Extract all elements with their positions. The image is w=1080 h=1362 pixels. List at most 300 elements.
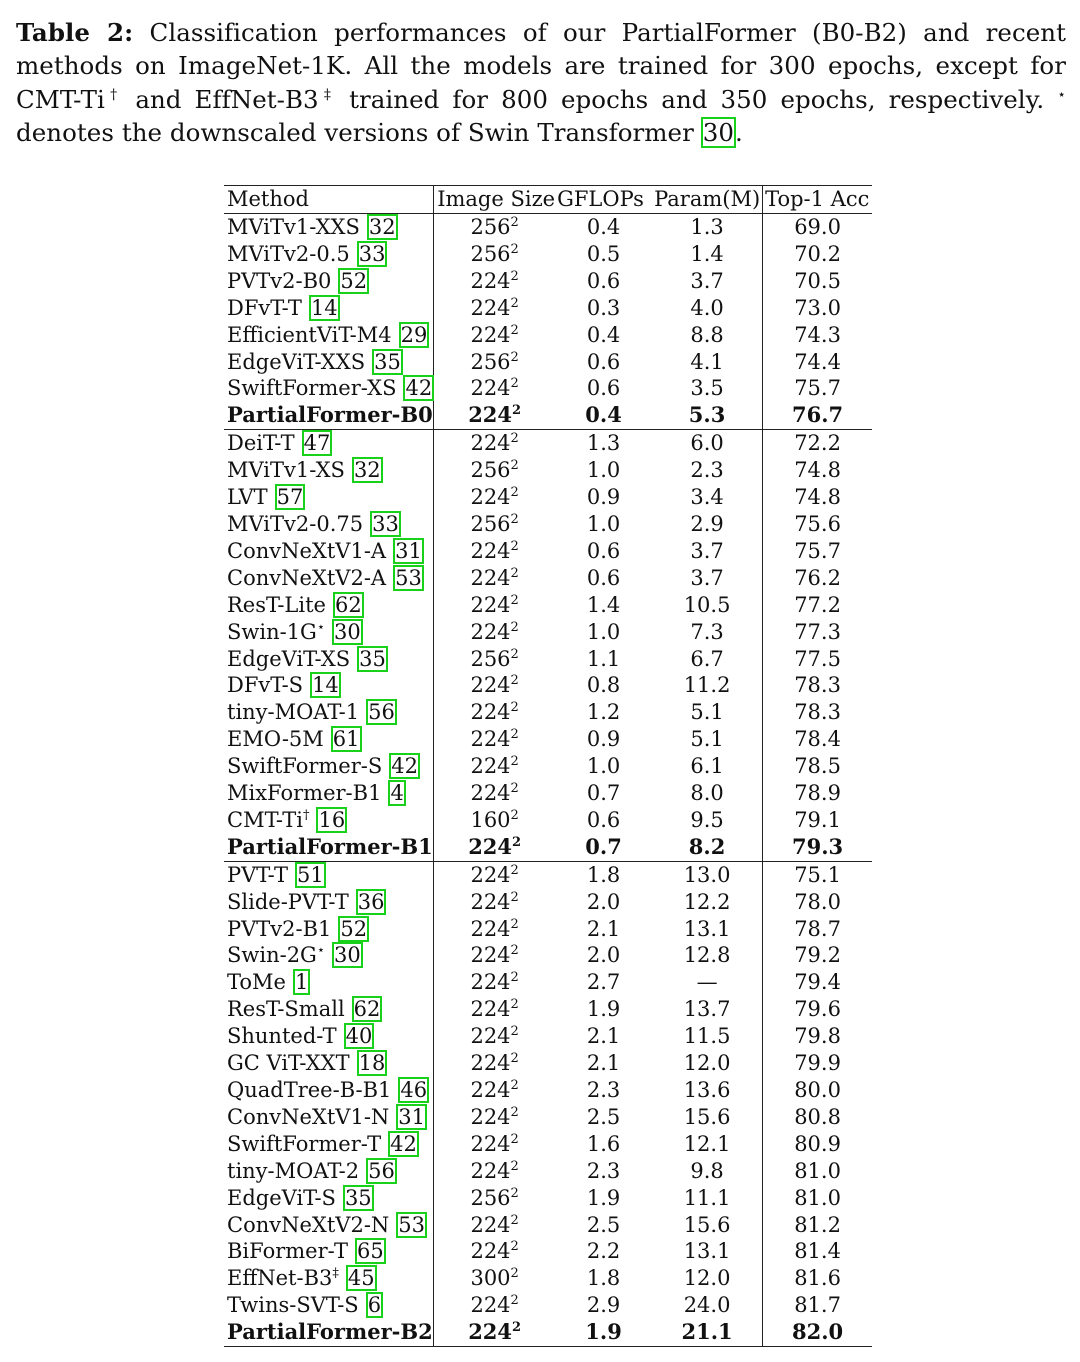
caption-text-2: and EffNet-B3 — [135, 84, 319, 114]
gflops-cell: 0.8 — [586, 673, 621, 698]
method-cell — [224, 861, 434, 888]
image-size-value: 224 — [470, 1024, 511, 1049]
image-size-cell — [434, 1077, 555, 1104]
top1-acc-cell: 75.6 — [794, 511, 841, 536]
image-size-exponent: 2 — [510, 1266, 519, 1282]
image-size-exponent: 2 — [510, 458, 519, 474]
citation-link[interactable]: 65 — [357, 1239, 384, 1264]
method-cell — [224, 457, 434, 484]
gflops-cell: 1.9 — [585, 1319, 622, 1345]
table-row — [224, 538, 872, 565]
image-size-exponent: 2 — [510, 889, 519, 905]
table-row — [224, 942, 872, 969]
image-size-exponent: 2 — [510, 862, 519, 878]
top1-acc-cell: 80.0 — [794, 1078, 841, 1102]
top1-acc-cell: 81.4 — [794, 1239, 841, 1264]
top1-acc-cell: 81.6 — [794, 1266, 841, 1291]
method-name: DeiT-T — [227, 431, 295, 456]
method-name: SwiftFormer-S — [227, 754, 383, 779]
citation-link[interactable]: 33 — [358, 241, 386, 266]
top1-acc-cell: 77.2 — [794, 592, 841, 617]
image-size-exponent: 2 — [510, 592, 519, 608]
image-size-exponent: 2 — [510, 1239, 519, 1255]
image-size-exponent: 2 — [510, 268, 519, 284]
param-cell: 15.6 — [652, 1212, 763, 1239]
image-size-cell — [434, 834, 555, 861]
image-size-value: 224 — [470, 700, 511, 725]
gflops-cell: 1.0 — [586, 619, 621, 644]
gflops-cell: 1.9 — [586, 1185, 621, 1210]
citation-link[interactable]: 40 — [345, 1024, 373, 1049]
table-row — [224, 1158, 872, 1185]
citation-link[interactable]: 53 — [398, 1212, 426, 1237]
method-cell — [224, 1131, 434, 1158]
method-cell — [224, 1292, 434, 1319]
image-size-cell — [434, 457, 555, 484]
gflops-cell: 2.9 — [586, 1293, 621, 1318]
image-size-exponent: 2 — [510, 781, 519, 797]
gflops-cell: 1.8 — [586, 1266, 621, 1291]
param-cell: 5.3 — [652, 402, 763, 429]
image-size-value: 224 — [470, 322, 511, 347]
results-table — [224, 185, 872, 1347]
citation-link[interactable]: 14 — [310, 295, 338, 320]
method-name: DFvT-S — [227, 673, 304, 698]
gflops-cell: 2.1 — [586, 1024, 621, 1049]
image-size-value: 224 — [470, 1158, 511, 1183]
gflops-cell: 0.6 — [586, 565, 621, 590]
gflops-cell: 2.0 — [586, 943, 621, 968]
top1-acc-cell: 79.4 — [794, 970, 841, 995]
table-header-row — [224, 186, 872, 214]
method-name: GC ViT-XXT — [227, 1051, 350, 1076]
image-size-value: 224 — [470, 592, 511, 617]
image-size-exponent: 2 — [510, 1212, 519, 1228]
top1-acc-cell: 79.6 — [794, 997, 841, 1022]
header-gflops: GFLOPs — [557, 187, 644, 211]
method-name: ConvNeXtV2-N — [227, 1212, 390, 1237]
gflops-cell: 0.7 — [585, 833, 622, 859]
gflops-cell: 2.0 — [586, 889, 621, 914]
gflops-cell: 1.0 — [586, 458, 621, 483]
table-row — [224, 1185, 872, 1212]
method-name: Shunted-T — [227, 1024, 337, 1049]
table-row — [224, 672, 872, 699]
image-size-value: 224 — [470, 754, 511, 779]
image-size-value: 224 — [470, 1212, 511, 1237]
image-size-cell — [434, 672, 555, 699]
method-name: EdgeViT-XXS — [227, 349, 366, 374]
param-cell: 11.2 — [652, 672, 763, 699]
param-cell: 24.0 — [652, 1292, 763, 1319]
method-name: SwiftFormer-T — [227, 1131, 382, 1156]
param-cell: 8.2 — [652, 834, 763, 861]
table-row — [224, 268, 872, 295]
ddagger-mark: ‡ — [318, 86, 337, 103]
citation-link[interactable]: 56 — [368, 700, 395, 725]
table-row — [224, 1319, 872, 1346]
image-size-cell — [434, 511, 555, 538]
image-size-cell — [434, 726, 555, 753]
top1-acc-cell: 77.3 — [794, 619, 841, 644]
method-cell — [224, 1265, 434, 1292]
image-size-value: 224 — [470, 889, 511, 914]
citation-link[interactable]: 51 — [296, 862, 324, 887]
gflops-cell: 0.4 — [586, 215, 621, 239]
method-name: EMO-5M — [227, 727, 324, 752]
citation-link[interactable]: 45 — [347, 1266, 375, 1291]
table-row — [224, 511, 872, 538]
image-size-cell — [434, 807, 555, 834]
table-row — [224, 1050, 872, 1077]
caption-label: Table 2: — [16, 18, 134, 47]
top1-acc-cell: 75.7 — [794, 538, 841, 563]
method-cell — [224, 753, 434, 780]
top1-acc-cell: 81.0 — [794, 1185, 841, 1210]
image-size-cell — [434, 565, 555, 592]
header-method: Method — [224, 186, 434, 214]
citation-link[interactable]: 56 — [368, 1158, 395, 1183]
gflops-cell: 1.3 — [586, 431, 621, 456]
param-cell: 7.3 — [652, 619, 763, 646]
image-size-cell — [434, 1023, 555, 1050]
citation-link[interactable]: 46 — [400, 1078, 428, 1102]
image-size-value: 224 — [470, 727, 511, 752]
top1-acc-cell: 78.3 — [794, 673, 841, 698]
citation-link[interactable]: 62 — [353, 997, 381, 1022]
gflops-cell: 1.2 — [586, 700, 621, 725]
image-size-exponent: 2 — [510, 700, 519, 716]
gflops-cell: 1.0 — [586, 511, 621, 536]
image-size-value: 224 — [470, 781, 511, 806]
gflops-cell: 2.7 — [586, 970, 621, 995]
citation-link[interactable]: 53 — [395, 565, 422, 590]
image-size-cell — [434, 268, 555, 295]
image-size-cell — [434, 1185, 555, 1212]
table-row — [224, 1077, 872, 1104]
gflops-cell: 2.3 — [586, 1078, 621, 1102]
method-cell — [224, 1319, 434, 1346]
top1-acc-cell: 78.0 — [794, 889, 841, 914]
image-size-exponent: 2 — [512, 403, 522, 419]
image-size-exponent: 2 — [510, 916, 519, 932]
image-size-cell — [434, 538, 555, 565]
param-cell: 9.8 — [652, 1158, 763, 1185]
image-size-value: 224 — [470, 565, 511, 590]
top1-acc-cell: 77.5 — [794, 646, 841, 671]
param-cell: 8.0 — [652, 780, 763, 807]
param-cell: 4.0 — [652, 295, 763, 322]
image-size-cell — [434, 1292, 555, 1319]
method-name: ConvNeXtV2-A — [227, 565, 387, 590]
image-size-value: 224 — [470, 943, 511, 968]
top1-acc-cell: 75.7 — [794, 376, 841, 401]
table-row — [224, 889, 872, 916]
method-cell — [224, 942, 434, 969]
method-cell — [224, 322, 434, 349]
top1-acc-cell: 76.7 — [792, 402, 844, 428]
method-name: Slide-PVT-T — [227, 889, 349, 914]
caption-text-4: denotes the downscaled versions of Swin Transformer — [16, 117, 694, 147]
image-size-exponent: 2 — [510, 646, 519, 662]
method-name: PartialFormer-B2 — [227, 1319, 433, 1345]
table-row — [224, 1212, 872, 1239]
image-size-value: 224 — [470, 295, 511, 320]
citation-link[interactable]: 32 — [353, 458, 381, 483]
table-row — [224, 592, 872, 619]
gflops-cell: 0.4 — [586, 322, 621, 347]
method-name: PartialFormer-B1 — [227, 833, 433, 859]
top1-acc-cell: 70.5 — [794, 268, 841, 293]
top1-acc-cell: 69.0 — [794, 215, 841, 239]
top1-acc-cell: 74.8 — [794, 458, 841, 483]
param-cell: 4.1 — [652, 349, 763, 376]
citation-link[interactable]: 52 — [340, 916, 368, 941]
citation-link[interactable]: 30 — [333, 943, 361, 968]
method-cell — [224, 780, 434, 807]
top1-acc-cell: 78.3 — [794, 700, 841, 725]
citation-link[interactable]: 1 — [294, 970, 309, 995]
citation-link[interactable]: 35 — [374, 349, 401, 374]
caption-period: . — [735, 117, 743, 147]
image-size-exponent: 2 — [510, 1104, 519, 1120]
table-row — [224, 1131, 872, 1158]
citation-link[interactable]: 61 — [332, 727, 360, 752]
citation-link[interactable]: 42 — [405, 376, 433, 401]
method-name: Swin-2G — [227, 943, 317, 968]
method-cell — [224, 646, 434, 673]
table-row — [224, 780, 872, 807]
method-name: MViTv1-XXS — [227, 215, 360, 239]
image-size-cell — [434, 1158, 555, 1185]
image-size-cell — [434, 402, 555, 429]
method-cell — [224, 672, 434, 699]
citation-link[interactable]: 14 — [312, 673, 339, 698]
param-cell: 8.8 — [652, 322, 763, 349]
gflops-cell: 2.5 — [586, 1212, 621, 1237]
method-cell — [224, 834, 434, 861]
image-size-exponent: 2 — [510, 322, 519, 338]
method-name: ConvNeXtV1-N — [227, 1104, 390, 1129]
method-cell — [224, 538, 434, 565]
image-size-value: 256 — [470, 646, 511, 671]
method-mark: ⋆ — [316, 619, 325, 635]
image-size-exponent: 2 — [510, 1158, 519, 1174]
image-size-value: 224 — [470, 1051, 511, 1076]
gflops-cell: 0.6 — [586, 376, 621, 401]
citation-link[interactable]: 57 — [276, 485, 304, 510]
image-size-exponent: 2 — [510, 295, 519, 311]
citation-link[interactable]: 4 — [390, 781, 404, 806]
top1-acc-cell: 75.1 — [794, 862, 841, 887]
image-size-exponent: 2 — [510, 565, 519, 581]
image-size-exponent: 2 — [510, 376, 519, 392]
gflops-cell: 0.6 — [586, 349, 621, 374]
method-name: BiFormer-T — [227, 1239, 348, 1264]
image-size-value: 224 — [470, 485, 511, 510]
citation-link[interactable]: 18 — [358, 1051, 386, 1076]
citation-link[interactable]: 6 — [367, 1293, 382, 1318]
method-name: MixFormer-B1 — [227, 781, 382, 806]
image-size-cell — [434, 996, 555, 1023]
table-row — [224, 1104, 872, 1131]
image-size-cell — [434, 484, 555, 511]
gflops-cell: 0.9 — [586, 485, 621, 510]
method-cell — [224, 889, 434, 916]
table-row — [224, 646, 872, 673]
method-mark: † — [302, 807, 310, 823]
method-cell — [224, 969, 434, 996]
citation-link[interactable]: 47 — [303, 431, 331, 456]
citation-link[interactable]: 42 — [390, 1131, 417, 1156]
image-size-exponent: 2 — [510, 1293, 519, 1309]
method-cell — [224, 1238, 434, 1265]
gflops-cell: 0.6 — [586, 807, 621, 832]
gflops-cell: 1.0 — [586, 754, 621, 779]
image-size-exponent: 2 — [510, 241, 519, 257]
image-size-value: 256 — [470, 241, 511, 266]
method-name: Swin-1G — [227, 619, 317, 644]
table-row — [224, 916, 872, 943]
gflops-cell: 0.3 — [586, 295, 621, 320]
image-size-exponent: 2 — [510, 727, 519, 743]
citation-link[interactable]: 42 — [391, 754, 418, 779]
method-cell — [224, 996, 434, 1023]
method-cell — [224, 565, 434, 592]
citation-link[interactable]: 32 — [368, 215, 396, 239]
citation-link[interactable]: 31 — [398, 1104, 426, 1129]
image-size-cell — [434, 1212, 555, 1239]
gflops-cell: 1.6 — [586, 1131, 621, 1156]
gflops-cell: 0.6 — [586, 268, 621, 293]
method-name: ResT-Lite — [227, 592, 326, 617]
image-size-cell — [434, 1104, 555, 1131]
image-size-cell — [434, 349, 555, 376]
image-size-cell — [434, 1050, 555, 1077]
caption-text-3: trained for 800 epochs and 350 epochs, respectively. — [349, 84, 1045, 114]
top1-acc-cell: 80.9 — [794, 1131, 841, 1156]
top1-acc-cell: 72.2 — [794, 431, 841, 456]
method-name: ToMe — [227, 970, 286, 995]
citation-link[interactable]: 30 — [333, 619, 361, 644]
image-size-exponent: 2 — [510, 1051, 519, 1067]
gflops-cell: 0.4 — [585, 402, 622, 428]
citation-link[interactable]: 29 — [400, 322, 428, 347]
gflops-cell: 0.7 — [586, 781, 621, 806]
image-size-cell — [434, 646, 555, 673]
table-row — [224, 214, 872, 241]
top1-acc-cell: 70.2 — [794, 241, 841, 266]
table-row — [224, 1265, 872, 1292]
gflops-cell: 1.4 — [586, 592, 621, 617]
method-cell — [224, 916, 434, 943]
method-name: PVTv2-B0 — [227, 268, 332, 293]
param-cell: 12.1 — [652, 1131, 763, 1158]
image-size-cell — [434, 780, 555, 807]
image-size-value: 224 — [470, 268, 511, 293]
citation-link[interactable]: 31 — [395, 538, 422, 563]
table-row — [224, 322, 872, 349]
image-size-exponent: 2 — [510, 511, 519, 527]
method-mark: ‡ — [332, 1266, 339, 1282]
top1-acc-cell: 79.8 — [794, 1024, 841, 1049]
table-row — [224, 295, 872, 322]
method-cell — [224, 1158, 434, 1185]
gflops-cell: 2.1 — [586, 1051, 621, 1076]
citation-link[interactable]: 35 — [359, 646, 386, 671]
image-size-exponent: 2 — [510, 943, 519, 959]
top1-acc-cell: 79.9 — [794, 1051, 841, 1076]
method-name: tiny-MOAT-1 — [227, 700, 360, 725]
image-size-value: 224 — [470, 619, 511, 644]
image-size-exponent: 2 — [510, 431, 519, 447]
image-size-value: 224 — [470, 538, 511, 563]
citation-link[interactable]: 36 — [357, 889, 385, 914]
method-mark: ⋆ — [316, 943, 325, 959]
param-cell: 21.1 — [652, 1319, 763, 1346]
param-cell: 6.1 — [652, 753, 763, 780]
image-size-exponent: 2 — [512, 834, 522, 850]
image-size-value: 224 — [470, 376, 511, 401]
method-name: Twins-SVT-S — [227, 1293, 359, 1318]
image-size-exponent: 2 — [510, 754, 519, 770]
param-cell: 13.1 — [652, 1238, 763, 1265]
table-row — [224, 457, 872, 484]
image-size-cell — [434, 592, 555, 619]
top1-acc-cell: 78.7 — [794, 916, 841, 941]
method-cell — [224, 430, 434, 457]
citation-link[interactable]: 52 — [340, 268, 368, 293]
top1-acc-cell: 74.3 — [794, 322, 841, 347]
image-size-value: 224 — [470, 916, 511, 941]
citation-link[interactable]: 35 — [344, 1185, 372, 1210]
method-cell — [224, 214, 434, 241]
header-top1-acc: Top-1 Acc — [765, 187, 870, 211]
image-size-value: 256 — [470, 215, 511, 239]
table-row — [224, 807, 872, 834]
method-cell — [224, 1212, 434, 1239]
citation-link[interactable]: 33 — [372, 511, 399, 536]
method-cell — [224, 699, 434, 726]
gflops-cell: 1.8 — [586, 862, 621, 887]
image-size-cell — [434, 969, 555, 996]
param-cell: 13.7 — [652, 996, 763, 1023]
top1-acc-cell: 78.4 — [794, 727, 841, 752]
citation-link[interactable]: 62 — [334, 592, 362, 617]
image-size-cell — [434, 1265, 555, 1292]
image-size-value: 224 — [470, 970, 511, 995]
citation-link[interactable]: 16 — [318, 807, 346, 832]
image-size-exponent: 2 — [512, 1320, 522, 1336]
param-cell: 13.0 — [652, 861, 763, 888]
top1-acc-cell: 81.0 — [794, 1158, 841, 1183]
citation-link[interactable]: 30 — [702, 117, 734, 147]
table-row — [224, 726, 872, 753]
image-size-cell — [434, 375, 555, 402]
image-size-cell — [434, 430, 555, 457]
method-cell — [224, 295, 434, 322]
image-size-cell — [434, 322, 555, 349]
image-size-cell — [434, 699, 555, 726]
image-size-cell — [434, 916, 555, 943]
method-cell — [224, 1185, 434, 1212]
image-size-cell — [434, 1319, 555, 1346]
gflops-cell: 2.3 — [586, 1158, 621, 1183]
method-name: MViTv2-0.75 — [227, 511, 364, 536]
image-size-value: 160 — [470, 807, 511, 832]
method-cell — [224, 1023, 434, 1050]
image-size-value: 224 — [470, 1131, 511, 1156]
